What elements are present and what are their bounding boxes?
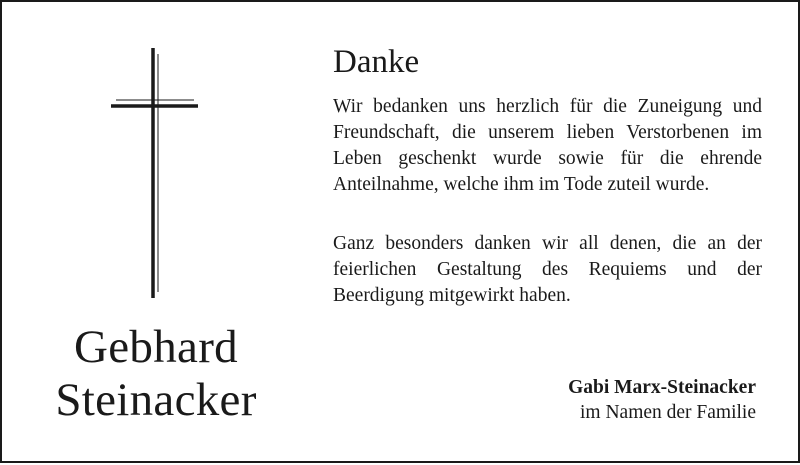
deceased-last-name: Steinacker [55, 374, 257, 426]
notice-heading: Danke [333, 44, 420, 80]
deceased-first-name: Gebhard [74, 321, 238, 373]
signatory-line: im Namen der Familie [580, 402, 756, 423]
signatory-name: Gabi Marx-Steinacker [568, 377, 756, 398]
thanks-paragraph-1: Wir bedanken uns herzlich für die Zuneigung und Freundschaft, die unserem lieben Verstorbenen im Leben geschenkt wurde sowie für die ehrende Anteilnahme, welche ihm im Tode zuteil wurde. [333, 96, 762, 195]
thanks-paragraph-2: Ganz besonders danken wir all denen, die an der feierlichen Gestaltung des Requiems und der Beerdigung mitgewirkt haben. [333, 233, 762, 306]
